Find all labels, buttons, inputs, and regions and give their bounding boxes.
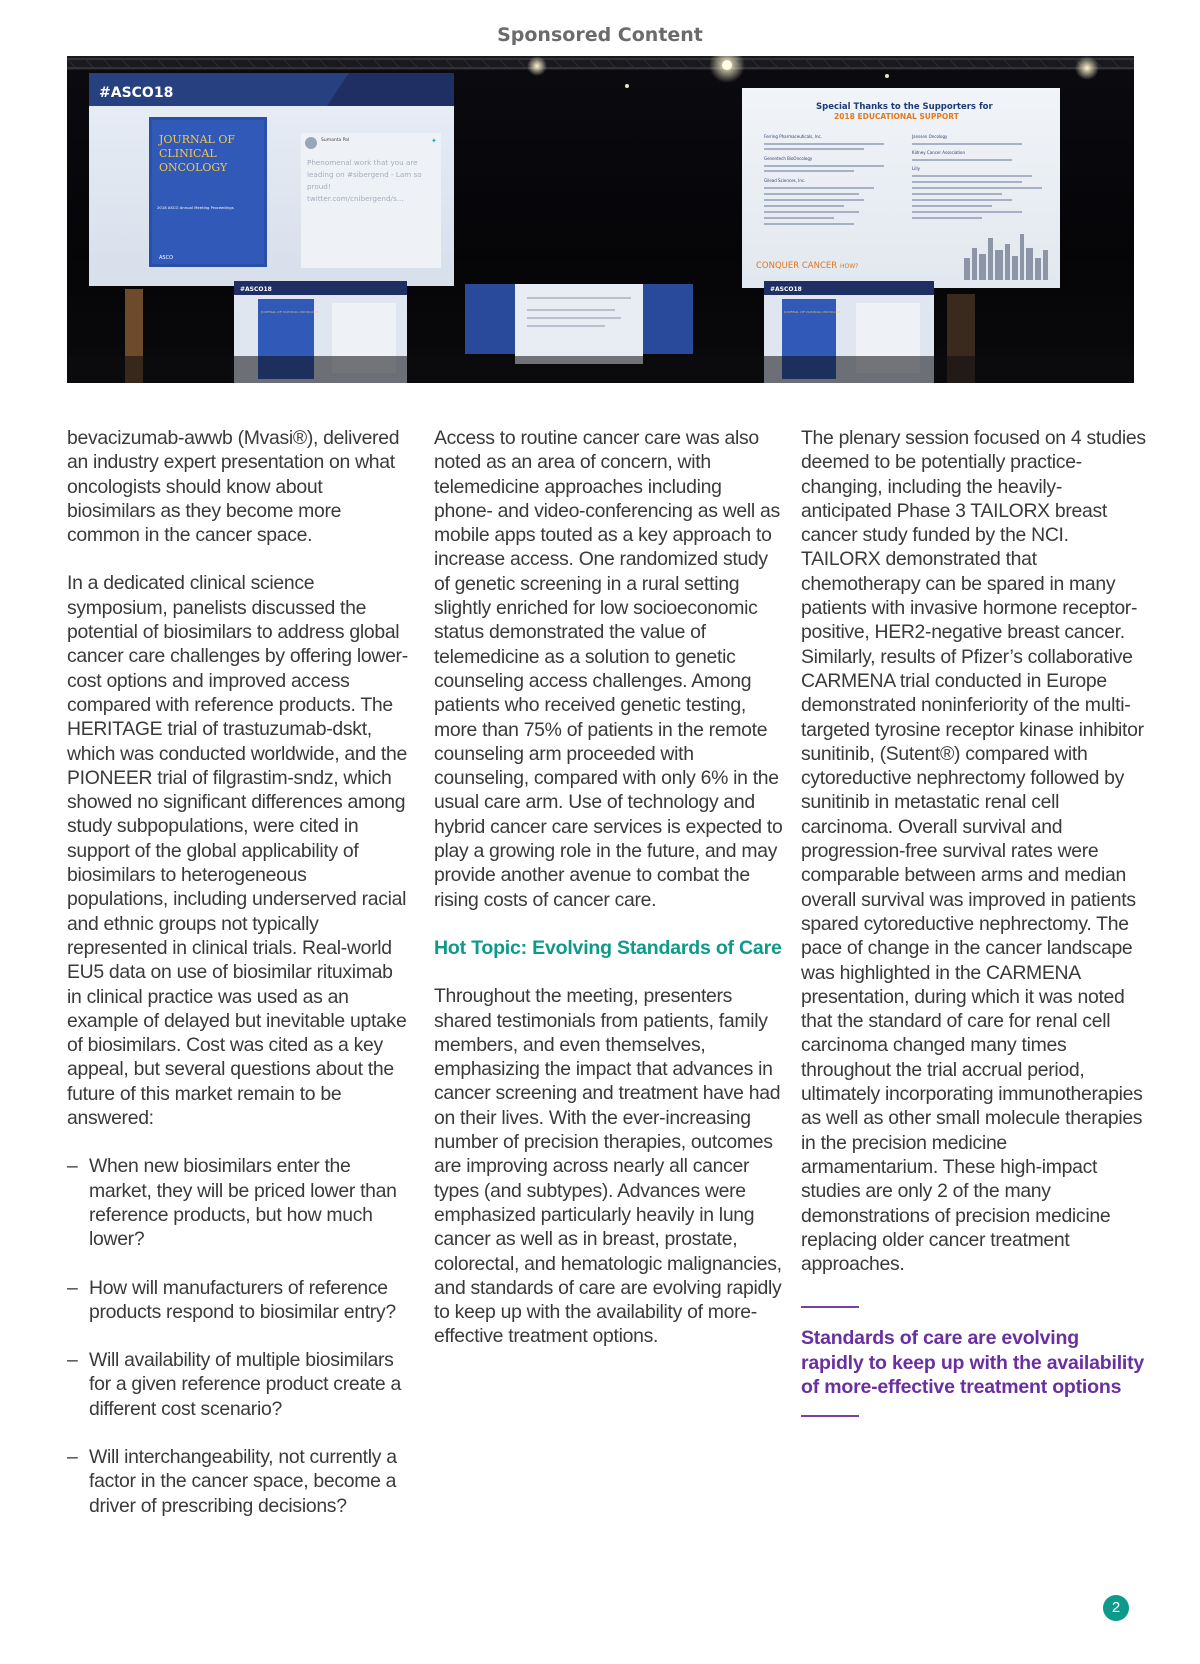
list-item: – Will availability of multiple biosimilars for a given reference product create a different cost scenario? xyxy=(67,1349,401,1420)
journal-cover xyxy=(149,117,267,267)
conference-photo xyxy=(67,56,1134,383)
svg-text:Janssen Oncology: Janssen Oncology xyxy=(912,134,948,139)
list-item: – When new biosimilars enter the market, they will be priced lower than reference products, but how much lower? xyxy=(67,1155,397,1251)
svg-text:Gilead Sciences, Inc.: Gilead Sciences, Inc. xyxy=(764,178,806,183)
svg-text:Ferring Pharmaceuticals, Inc.: Ferring Pharmaceuticals, Inc. xyxy=(764,134,822,139)
svg-text:#ASCO18: #ASCO18 xyxy=(770,286,802,293)
list-item: – How will manufacturers of reference products respond to biosimilar entry? xyxy=(67,1276,396,1323)
svg-text:ONCOLOGY: ONCOLOGY xyxy=(159,161,228,174)
svg-text:CLINICAL: CLINICAL xyxy=(159,147,217,160)
svg-text:2018 ASCO Annual Meeting Proce: 2018 ASCO Annual Meeting Proceedings xyxy=(157,205,234,210)
pullquote-rule-bottom xyxy=(801,1415,859,1417)
column-2 xyxy=(434,426,784,1373)
column-1 xyxy=(67,426,412,1542)
svg-text:CONQUER CANCER: CONQUER CANCER xyxy=(756,261,838,271)
svg-text:JOURNAL OF: JOURNAL OF xyxy=(159,133,236,146)
column-3 xyxy=(801,426,1146,1417)
svg-text:Special Thanks to the Supporte: Special Thanks to the Supporters for xyxy=(816,102,993,112)
pullquote-rule-top xyxy=(801,1306,859,1308)
paragraph: bevacizumab-awwb (Mvasi®), delivered an industry expert presentation on what oncologists should know about biosimilars as they become more common in the cancer space. xyxy=(67,427,400,547)
svg-text:Genentech BioOncology: Genentech BioOncology xyxy=(764,156,813,161)
svg-text:proud!: proud! xyxy=(307,182,331,191)
right-main-screen xyxy=(742,88,1060,288)
svg-text:leading on #sibergend - Lam so: leading on #sibergend - Lam so xyxy=(307,170,422,179)
list-item: – Will interchangeability, not currently a factor in the cancer space, become a driver of prescribing decisions? xyxy=(67,1445,397,1517)
svg-text:Lilly: Lilly xyxy=(912,166,920,171)
tweet-card xyxy=(301,133,441,268)
page-number: 2 xyxy=(1103,1595,1129,1621)
svg-text:#ASCO18: #ASCO18 xyxy=(240,286,272,293)
svg-text:✦: ✦ xyxy=(431,137,437,145)
pullquote: Standards of care are evolving rapidly to keep up with the availability of more-effective treatment options xyxy=(801,1327,1145,1398)
svg-text:HOW?: HOW? xyxy=(840,263,859,270)
section-heading: Hot Topic: Evolving Standards of Care xyxy=(434,936,782,959)
sponsored-content-label: Sponsored Content xyxy=(497,24,703,46)
paragraph: The plenary session focused on 4 studies deemed to be potentially practice-changing, including the heavily-anticipated Phase 3 TAILORX breast cancer study funded by the NCI. TAILORX demonstrated that chemotherapy can be spared in many patients with invasive hormone receptor-positive, HER2-negative breast cancer. Similarly, results of Pfizer’s collaborative CARMENA trial conducted in Europe demonstrated noninferiority of the multi-targeted tyrosine receptor kinase inhibitor sunitinib, (Sutent®) compared with cytoreductive nephrectomy followed by sunitinib in metastatic renal cell carcinoma. Overall survival and progression-free survival rates were comparable between arms and median overall survival was improved in patients spared cytoreductive nephrectomy. The pace of change in the cancer landscape was highlighted in the CARMENA presentation, during which it was noted that the standard of care for renal cell carcinoma changed many times throughout the trial accrual period, ultimately incorporating immunotherapies as well as other small molecule therapies in the precision medicine armamentarium. These high-impact studies are only 2 of the many demonstrations of precision medicine replacing older cancer treatment approaches. xyxy=(801,427,1146,1276)
screen-hashtag: #ASCO18 xyxy=(99,85,174,101)
question-list xyxy=(67,1154,412,1518)
svg-text:JOURNAL OF CLINICAL ONCOLOGY: JOURNAL OF CLINICAL ONCOLOGY xyxy=(261,310,318,314)
paragraph: Throughout the meeting, presenters shared testimonials from patients, family members, and even themselves, emphasizing the impact that advances in cancer screening and treatment have had on their lives. With the ever-increasing number of precision therapies, outcomes are improving across nearly all cancer types (and subtypes). Advances were emphasized particularly heavily in lung cancer as well as in breast, prostate, colorectal, and hematologic malignancies, and standards of care are evolving rapidly to keep up with the availability of more-effective treatment options. xyxy=(434,985,782,1348)
svg-text:ANNUAL MEETING: ANNUAL MEETING xyxy=(381,98,436,105)
paragraph: Access to routine cancer care was also noted as an area of concern, with telemedicine approaches including phone- and video-conferencing as well as mobile apps touted as a key approach to increase access. One randomized study of genetic screening in a rural setting slightly enriched for low socioeconomic status demonstrated the value of telemedicine as a solution to genetic counseling access challenges. Among patients who received genetic testing, more than 75% of patients in the remote counseling arm proceeded with counseling, compared with only 6% in the usual care arm. Use of technology and hybrid cancer care services is expected to play a growing role in the future, and may provide another avenue to combat the rising costs of cancer care. xyxy=(434,427,783,911)
svg-text:2018 ASCO: 2018 ASCO xyxy=(379,82,454,96)
svg-text:ASCO: ASCO xyxy=(159,255,174,261)
small-screen-center xyxy=(465,284,693,364)
svg-text:Sumanta Pal: Sumanta Pal xyxy=(321,138,350,143)
svg-text:Kidney Cancer Association: Kidney Cancer Association xyxy=(912,150,966,155)
svg-text:twitter.com/cnibergend/s...: twitter.com/cnibergend/s... xyxy=(307,194,404,203)
svg-text:ASCO: ASCO xyxy=(894,287,913,294)
svg-text:2018 EDUCATIONAL SUPPORT: 2018 EDUCATIONAL SUPPORT xyxy=(834,112,959,121)
paragraph: In a dedicated clinical science symposium, panelists discussed the potential of biosimilars to address global cancer care challenges by offering lower-cost options and improved access compared with reference products. The HERITAGE trial of trastuzumab-dskt, which was conducted worldwide, and the PIONEER trial of filgrastim-sndz, which showed no significant differences among study subpopulations, were cited in support of the global applicability of biosimilars to heterogeneous populations, including underserved racial and ethnic groups not typically represented in clinical trials. Real-world EU5 data on use of biosimilar rituximab in clinical practice was used as an example of delayed but inevitable uptake of biosimilars. Cost was cited as a key appeal, but several questions about the future of this market remain to be answered: xyxy=(67,572,408,1130)
svg-text:Phenomenal work that you are: Phenomenal work that you are xyxy=(307,158,418,167)
svg-text:ASCO: ASCO xyxy=(369,287,388,294)
left-main-screen xyxy=(89,73,454,286)
svg-text:JOURNAL OF CLINICAL ONCOLOGY: JOURNAL OF CLINICAL ONCOLOGY xyxy=(784,310,841,314)
